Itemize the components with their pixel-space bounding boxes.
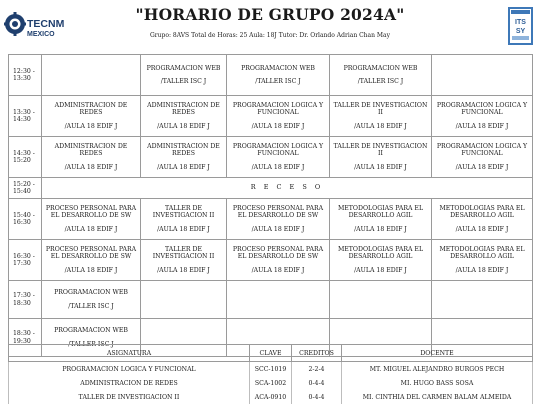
classroom: /AULA 18 EDIF J [251,122,305,130]
subject-name: TALLER DE INVESTIGACION II [333,142,428,158]
time-start: 16:30 - [13,252,35,260]
time-end: 14:30 [13,116,31,123]
itssy-logo [508,7,533,45]
classroom: /AULA 18 EDIF J [157,163,210,171]
classroom: /TALLER ISC J [68,340,114,348]
time-end: 18:30 [13,299,31,307]
class-cell [42,199,141,240]
recess-label: R E C E S O [250,183,324,192]
subject-name: METODOLOGIAS PARA EL DESARROLLO AGIL [337,204,424,220]
classroom: /AULA 18 EDIF J [455,122,509,130]
time-start: 13:30 - [13,108,35,116]
svg-text:MEXICO: MEXICO [27,31,55,38]
subject-name: TALLER DE INVESTIGACION II [152,204,215,220]
class-cell [330,240,432,281]
page-title: "HORARIO DE GRUPO 2024A" [135,5,405,24]
subject-key: SCA-1002 [250,376,292,390]
time-slot [9,178,42,199]
subject-credits: 2-2-4 [292,362,342,377]
time-start: 15:20 - [13,180,35,188]
empty-cell [432,281,533,319]
empty-cell [42,55,141,96]
svg-text:SY: SY [515,28,526,35]
classroom: /AULA 18 EDIF J [354,266,407,274]
class-cell [227,137,330,178]
time-start: 14:30 - [13,149,35,157]
class-cell [330,96,432,137]
classroom: /AULA 18 EDIF J [157,122,210,130]
header-docente: DOCENTE [342,345,533,362]
class-cell [227,199,330,240]
subject-name: TALLER DE INVESTIGACION II [333,101,428,117]
time-start: 15:40 - [13,211,35,219]
schedule-row [9,55,533,96]
schedule-row [9,96,533,137]
subject-row [9,362,533,377]
subject-name: ADMINISTRACION DE REDES [54,101,128,117]
subjects-section [8,344,532,404]
classroom: /AULA 18 EDIF J [455,266,509,274]
subject-name: PROCESO PERSONAL PARA EL DESARROLLO DE SW [232,245,324,261]
class-cell [227,55,330,96]
time-end: 17:30 [13,260,31,267]
subjects-table [8,344,533,404]
time-slot [9,55,42,96]
group-info: Grupo: 8AVS Total de Horas: 25 Aula: 18J Tutor: Dr. Orlando Adrian Chan May [149,32,391,39]
schedule-grid [8,54,532,357]
classroom: /AULA 18 EDIF J [354,225,407,233]
tecnm-logo [4,10,68,42]
classroom: /TALLER ISC J [357,78,404,85]
time-end: 15:20 [13,157,31,164]
class-cell [432,96,533,137]
subject-name: PROGRAMACION LOGICA Y FUNCIONAL [436,142,528,158]
classroom: /AULA 18 EDIF J [64,266,118,274]
classroom: /AULA 18 EDIF J [251,163,305,171]
class-cell [432,137,533,178]
time-end: 13:30 [13,75,31,82]
subject-name: PROGRAMACION WEB [146,64,221,72]
schedule-row [9,199,533,240]
teacher-name: MI. CINTHIA DEL CARMEN BALAM ALMEIDA [342,390,533,404]
classroom: /TALLER ISC J [160,78,207,85]
subject-name: PROCESO PERSONAL PARA EL DESARROLLO DE SW [45,245,137,261]
svg-text:ITS: ITS [515,19,526,26]
time-slot [9,96,42,137]
subject-credits: 0-4-4 [292,390,342,404]
classroom: /AULA 18 EDIF J [455,225,509,233]
svg-text:TECNM: TECNM [27,18,65,30]
recess-cell [42,178,533,199]
class-cell [227,240,330,281]
subject-name: METODOLOGIAS PARA EL DESARROLLO AGIL [439,204,525,220]
subject-name: PROGRAMACION WEB [54,289,128,297]
subject-name: PROGRAMACION LOGICA Y FUNCIONAL [9,362,250,377]
classroom: /AULA 18 EDIF J [251,225,305,233]
teacher-name: MI. HUGO BASS SOSA [342,376,533,390]
class-cell [432,240,533,281]
subject-name: PROCESO PERSONAL PARA EL DESARROLLO DE SW [232,204,324,220]
subject-name: PROGRAMACION LOGICA Y FUNCIONAL [436,101,528,117]
class-cell [330,137,432,178]
classroom: /AULA 18 EDIF J [157,225,210,233]
classroom: /AULA 18 EDIF J [64,225,118,233]
subject-name: PROGRAMACION LOGICA Y FUNCIONAL [232,142,324,158]
subject-credits: 0-4-4 [292,376,342,390]
class-cell [141,137,227,178]
header-creditos: CREDITOS [292,345,342,362]
subject-name: ADMINISTRACION DE REDES [147,101,220,117]
schedule-row [9,137,533,178]
class-cell [432,199,533,240]
empty-cell [141,281,227,319]
time-slot [9,240,42,281]
teacher-name: MT. MIGUEL ALEJANDRO BURGOS PECH [342,362,533,377]
class-cell [42,137,141,178]
class-cell [141,96,227,137]
subject-name: ADMINISTRACION DE REDES [9,376,250,390]
time-slot [9,199,42,240]
time-end: 15:40 [13,188,31,195]
classroom: /TALLER ISC J [255,78,301,85]
subject-name: PROGRAMACION WEB [343,64,418,72]
schedule-row [9,240,533,281]
time-end: 16:30 [13,219,31,226]
classroom: /AULA 18 EDIF J [251,266,305,274]
class-cell [330,55,432,96]
subject-name: TALLER DE INVESTIGACION II [9,390,250,404]
time-slot [9,281,42,319]
time-slot [9,137,42,178]
class-cell [42,281,141,319]
subject-name: TALLER DE INVESTIGACION II [152,245,215,261]
header-asignatura: ASIGNATURA [9,345,250,362]
class-cell [141,199,227,240]
subject-name: PROCESO PERSONAL PARA EL DESARROLLO DE SW [45,204,137,220]
schedule-table [8,54,533,357]
classroom: /AULA 18 EDIF J [455,163,509,171]
schedule-row [9,178,533,199]
class-cell [42,96,141,137]
header [0,0,540,52]
subject-name: ADMINISTRACION DE REDES [147,142,220,158]
subject-name: PROGRAMACION LOGICA Y FUNCIONAL [232,101,324,117]
subject-name: METODOLOGIAS PARA EL DESARROLLO AGIL [439,245,525,261]
subject-name: ADMINISTRACION DE REDES [54,142,128,158]
class-cell [141,55,227,96]
time-start: 17:30 - [13,292,35,300]
subject-row [9,376,533,390]
class-cell [330,199,432,240]
class-cell [141,240,227,281]
schedule-row [9,281,533,319]
class-cell [227,96,330,137]
time-end: 19:30 [13,337,31,345]
class-cell [42,240,141,281]
empty-cell [227,281,330,319]
empty-cell [330,281,432,319]
time-start: 18:30 - [13,330,35,338]
classroom: /AULA 18 EDIF J [64,122,118,130]
subject-row [9,390,533,404]
subject-name: PROGRAMACION WEB [241,64,315,72]
classroom: /AULA 18 EDIF J [64,163,118,171]
classroom: /AULA 18 EDIF J [354,163,407,171]
empty-cell [432,55,533,96]
classroom: /TALLER ISC J [68,302,114,310]
time-start: 12:30 - [13,67,35,75]
classroom: /AULA 18 EDIF J [157,266,210,274]
subject-key: ACA-0910 [250,390,292,404]
subject-name: PROGRAMACION WEB [54,327,128,335]
classroom: /AULA 18 EDIF J [354,122,407,130]
subject-name: METODOLOGIAS PARA EL DESARROLLO AGIL [337,245,424,261]
header-clave: CLAVE [250,345,292,362]
subject-key: SCC-1019 [250,362,292,377]
